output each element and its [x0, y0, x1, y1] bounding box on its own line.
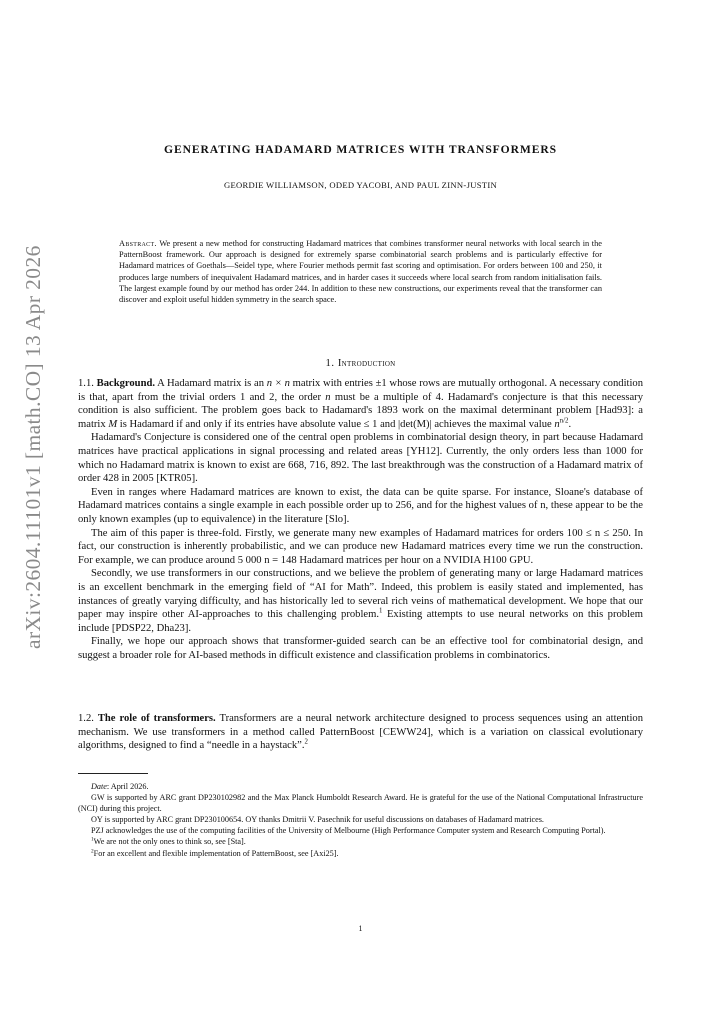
- section-1-2: [78, 712, 643, 753]
- abstract-text: We present a new method for constructing Hadamard matrices that combines transformer neural networks with local search in the PatternBoost framework. Our approach is designed for extremely sparse combinatorial search problems and is particularly effective for Hadamard matrices of Goethals—Seidel type, where Fourier methods permit fast scoring and optimisation. For orders between 100 and 250, it produces large numbers of inequivalent Hadamard matrices, and in harder cases it succeeds where local search from random initialisation fails. The largest example found by our method has order 244. In addition to these new constructions, our experiments reveal that the transformer can discover and exploit useful hidden symmetry in the search space.: [119, 239, 603, 305]
- text-run: Transformers are a neural network architecture designed to process sequences using an attention mechanism. We use transformers in a method called PatternBoost [CEWW24], which is a variation on classical evolutionary algorithms, designed to find a “needle in a haystack”.: [78, 713, 643, 752]
- text-run: must be a multiple of 4. Hadamard's conjecture is that this necessary condition is also sufficient. The problem goes back to Hadamard's 1893 work on the maximal determinant problem [Had93]: a matrix: [78, 391, 643, 430]
- footnote-date: [78, 781, 643, 792]
- subsection-number: 1.1.: [78, 378, 94, 389]
- subsection-number: 1.2.: [78, 713, 94, 724]
- text-run: matrix with entries ±1 whose rows are mutually orthogonal. A necessary condition is that, apart from the trivial orders 1 and 2, the order: [78, 378, 643, 403]
- text-run: is Hadamard if and only if its entries have absolute value ≤ 1 and |det(M)| achieves the maximal value: [119, 418, 552, 430]
- page-number: 1: [358, 924, 363, 933]
- section-title: Introduction: [337, 358, 396, 369]
- footnote-oy: OY is supported by ARC grant DP230100654. OY thanks Dmitrii V. Pasechnik for useful discussions on databases of Hadamard matrices.: [91, 815, 544, 825]
- paragraph: Finally, we hope our approach shows that transformer-guided search can be an effective tool for combinatorial design, and suggest a broader role for AI-based methods in difficult existence and classification problems in combinatorics.: [78, 636, 643, 661]
- text-run: Secondly, we use transformers in our constructions, and we believe the problem of generating many or large Hadamard matrices is an excellent benchmark in the emerging field of “AI for Math”. Indeed, this problem is easily stated and implemented, has instances of greatly varying difficulty, and has historically led to several rich veins of mathematical development. We hope that our paper may inspire other AI-approaches to this challenging problem.: [78, 568, 643, 621]
- footnote-rule: [78, 773, 148, 774]
- math-inline: n: [554, 418, 560, 430]
- footnote-marker: 1: [91, 836, 94, 843]
- footnote-gw: GW is supported by ARC grant DP230102982 and the Max Planck Humboldt Research Award. He is grateful for the use of the National Computational Infrastructure (NCI) during this project.: [78, 793, 643, 814]
- paragraph: [78, 567, 643, 635]
- footnote-text: For an excellent and flexible implementation of PatternBoost, see [Axi25].: [93, 848, 339, 858]
- arxiv-side-stamp: arXiv:2604.11101v1 [math.CO] 13 Apr 2026: [21, 245, 45, 649]
- text-run: Existing attempts to use neural networks on this problem include [PDSP22, Dha23].: [78, 609, 643, 634]
- math-exponent: n/2: [559, 417, 569, 425]
- paragraph: The aim of this paper is three-fold. Firstly, we generate many new examples of Hadamard matrices for orders 100 ≤ n ≤ 250. In fact, our construction is inherently probabilistic, and we can produce new Hadamard matrices every time we run the construction. For example, we can produce around 5 000 n = 148 Hadamard matrices per hour on a NVIDIA H100 GPU.: [78, 527, 643, 566]
- section-heading: [78, 358, 643, 369]
- footnote-text: We are not the only ones to think so, see [Sta].: [93, 837, 246, 847]
- footnote-marker: 2: [304, 738, 308, 746]
- text-run: .: [568, 418, 572, 430]
- paragraph: [78, 712, 643, 753]
- footnote-pzj: PZJ acknowledges the use of the computing facilities of the University of Melbourne (High Performance Computer system and Research Computing Portal).: [91, 826, 606, 836]
- footnote-2: [78, 848, 643, 859]
- footnote-marker: 2: [91, 847, 94, 854]
- math-inline: M: [108, 418, 118, 430]
- footnote-marker: 1: [379, 607, 383, 615]
- date-value: : April 2026.: [106, 782, 149, 791]
- paragraph: Hadamard's Conjecture is considered one of the central open problems in combinatorial design theory, in part because Hadamard matrices have practical applications in signal processing and related areas [YH12]. Currently, the only orders less than 1000 for which no Hadamard matrix is known to exist are 668, 716, 892. The last breakthrough was the construction of a Hadamard matrix of order 428 in 2005 [KTR05].: [78, 432, 643, 485]
- paragraph: [78, 377, 643, 431]
- footnotes: [78, 781, 643, 859]
- abstract: [119, 238, 602, 305]
- abstract-label: Abstract.: [119, 239, 157, 248]
- math-inline: n: [325, 391, 331, 403]
- section-number: 1.: [325, 358, 335, 369]
- footnote-1: [78, 836, 643, 847]
- subsection-heading: The role of transformers.: [97, 713, 216, 724]
- paper-title: GENERATING HADAMARD MATRICES WITH TRANSFORMERS: [164, 143, 557, 156]
- date-label: Date: [91, 782, 107, 791]
- subsection-heading: Background.: [96, 378, 156, 389]
- math-inline: n × n: [266, 378, 290, 389]
- author-list: GEORDIE WILLIAMSON, ODED YACOBI, AND PAUL ZINN-JUSTIN: [223, 180, 498, 190]
- text-run: A Hadamard matrix is an: [157, 378, 264, 389]
- paragraph: Even in ranges where Hadamard matrices are known to exist, the data can be quite sparse. For instance, Sloane's database of Hadamard matrices contains a single example in each possible order up to 256, and for the highest values of n, these appear to be the only known examples (up to equivalence) in the literature [Slo].: [78, 486, 643, 525]
- section-1-1: [78, 377, 643, 662]
